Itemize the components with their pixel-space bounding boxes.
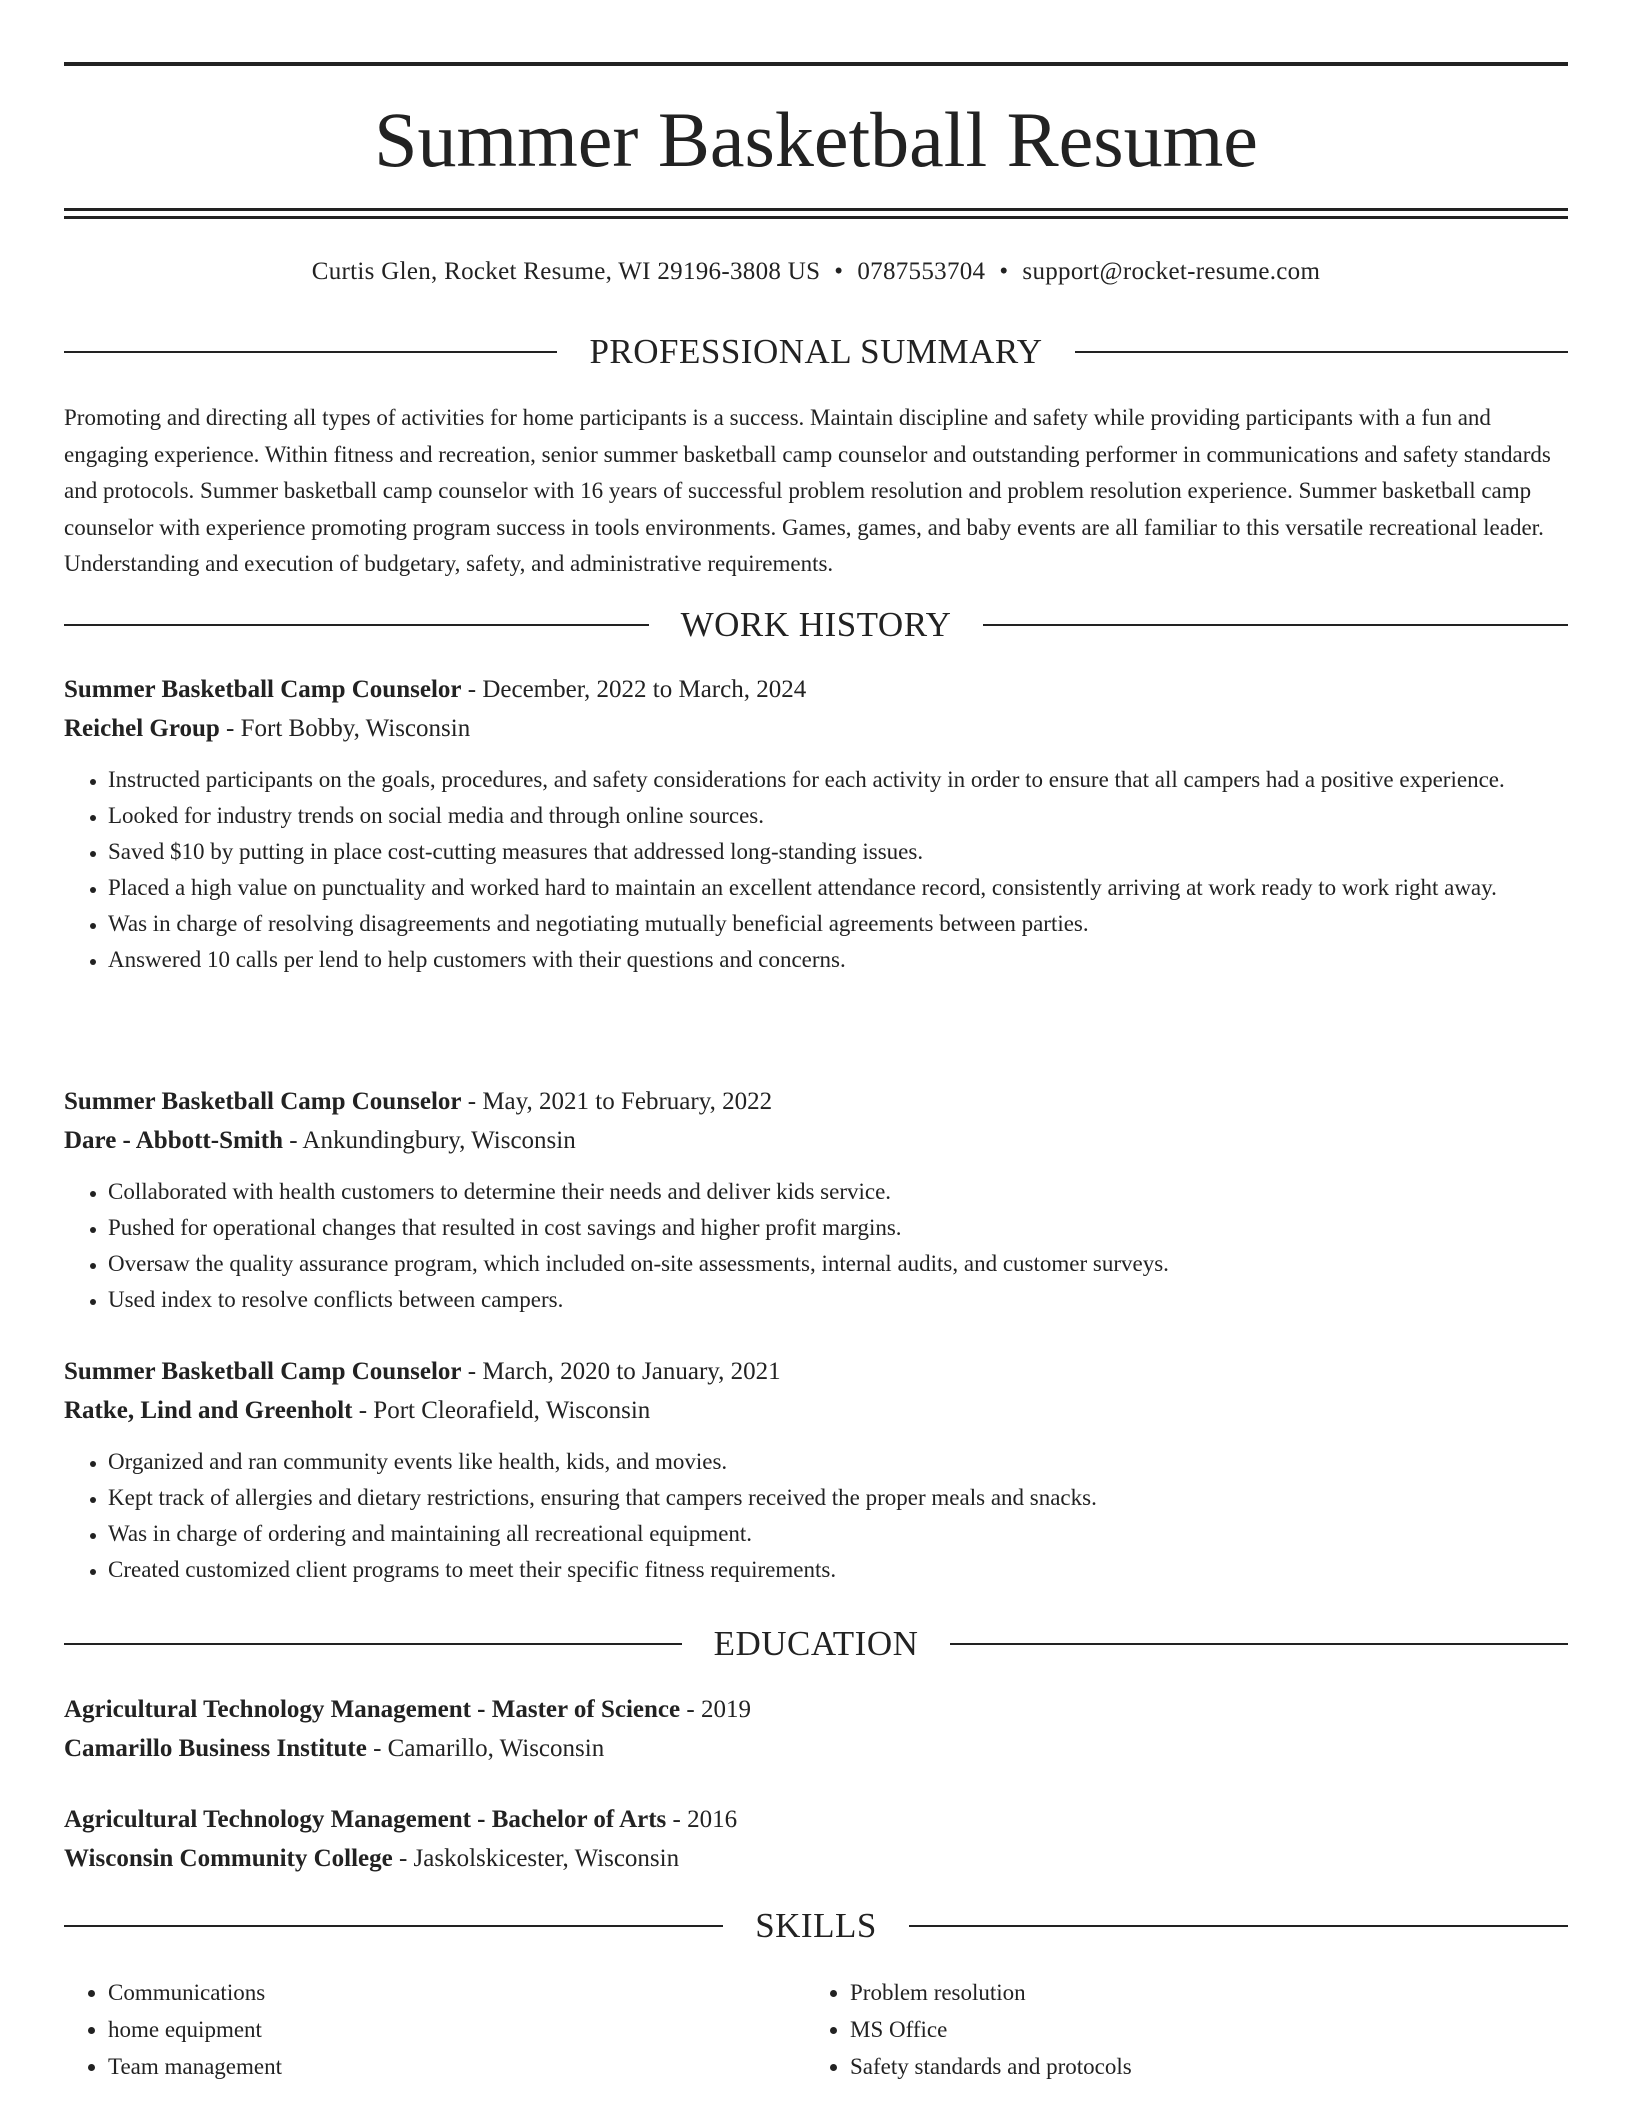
- list-item: • Answered 10 calls per lend to help customers with their questions and concerns.: [108, 942, 1568, 978]
- section-label: PROFESSIONAL SUMMARY: [589, 332, 1043, 371]
- skills-list: [806, 1974, 1506, 2085]
- resume-title: Summer Basketball Resume: [374, 96, 1258, 183]
- job-dates: - December, 2022 to March, 2024: [461, 676, 807, 703]
- list-item: • Organized and ran community events like health, kids, and movies.: [108, 1444, 1568, 1480]
- job-entry: [64, 670, 1568, 978]
- section-rule: [64, 351, 557, 353]
- education-entry: [64, 1690, 1568, 1768]
- job-dates: - March, 2020 to January, 2021: [461, 1358, 781, 1385]
- job-bullets: [64, 1444, 1568, 1588]
- section-rule: [64, 1643, 682, 1645]
- job-entry: [64, 1352, 1568, 1588]
- job-title: Summer Basketball Camp Counselor: [64, 1358, 462, 1385]
- education-school: Camarillo Business Institute: [64, 1735, 367, 1762]
- contact-address: Curtis Glen, Rocket Resume, WI 29196-3808 US: [311, 258, 821, 285]
- job-company: Reichel Group: [64, 715, 220, 742]
- contact-email: support@rocket-resume.com: [1022, 258, 1321, 285]
- education-year: - 2016: [666, 1806, 738, 1833]
- list-item: • home equipment: [108, 2011, 764, 2048]
- job-title-line: [64, 1082, 1568, 1121]
- list-item: • Instructed participants on the goals, procedures, and safety considerations for each activity in order to ensure that all campers had a positive experience.: [108, 762, 1568, 798]
- list-item: • Was in charge of resolving disagreements and negotiating mutually beneficial agreements between parties.: [108, 906, 1568, 942]
- job-location: - Port Cleorafield, Wisconsin: [352, 1397, 651, 1424]
- list-item: • MS Office: [850, 2011, 1506, 2048]
- job-bullets: [64, 762, 1568, 978]
- section-rule: [1075, 351, 1568, 353]
- education-entry: [64, 1800, 1568, 1878]
- contact-line: [64, 254, 1568, 290]
- job-company: Dare - Abbott-Smith: [64, 1127, 283, 1154]
- education-school-line: [64, 1729, 1568, 1768]
- list-item: • Oversaw the quality assurance program, which included on-site assessments, internal audits, and customer surveys.: [108, 1246, 1568, 1282]
- list-item: • Team management: [108, 2048, 764, 2085]
- section-heading-education: [64, 1622, 1568, 1666]
- education-school-line: [64, 1839, 1568, 1878]
- list-item: • Pushed for operational changes that resulted in cost savings and higher profit margins.: [108, 1210, 1568, 1246]
- education-degree-line: [64, 1690, 1568, 1729]
- education-location: - Camarillo, Wisconsin: [366, 1735, 605, 1762]
- job-company-line: [64, 709, 1568, 748]
- section-rule: [983, 624, 1568, 626]
- job-location: - Ankundingbury, Wisconsin: [282, 1127, 576, 1154]
- job-bullets: [64, 1174, 1568, 1318]
- list-item: • Collaborated with health customers to determine their needs and deliver kids service.: [108, 1174, 1568, 1210]
- job-title: Summer Basketball Camp Counselor: [64, 676, 462, 703]
- list-item: • Problem resolution: [850, 1974, 1506, 2011]
- education-degree: Agricultural Technology Management - Master of Science: [64, 1696, 681, 1723]
- list-item: • Created customized client programs to meet their specific fitness requirements.: [108, 1552, 1568, 1588]
- section-heading-work-history: [64, 603, 1568, 647]
- job-title-line: [64, 670, 1568, 709]
- job-location: - Fort Bobby, Wisconsin: [219, 715, 471, 742]
- job-entry: [64, 1082, 1568, 1318]
- education-degree-line: [64, 1800, 1568, 1839]
- job-company: Ratke, Lind and Greenholt: [64, 1397, 353, 1424]
- section-rule: [950, 1643, 1568, 1645]
- list-item: • Safety standards and protocols: [850, 2048, 1506, 2085]
- job-dates: - May, 2021 to February, 2022: [461, 1088, 773, 1115]
- section-label: SKILLS: [755, 1906, 877, 1945]
- list-item: • Communications: [108, 1974, 764, 2011]
- job-title: Summer Basketball Camp Counselor: [64, 1088, 462, 1115]
- skills-list: [64, 1974, 764, 2085]
- section-heading-summary: [64, 330, 1568, 374]
- job-title-line: [64, 1352, 1568, 1391]
- contact-separator: •: [999, 258, 1009, 285]
- education-school: Wisconsin Community College: [64, 1845, 393, 1872]
- list-item: • Was in charge of ordering and maintaining all recreational equipment.: [108, 1516, 1568, 1552]
- section-label: EDUCATION: [713, 1624, 919, 1663]
- contact-separator: •: [834, 258, 844, 285]
- list-item: • Looked for industry trends on social media and through online sources.: [108, 798, 1568, 834]
- education-location: - Jaskolskicester, Wisconsin: [392, 1845, 680, 1872]
- list-item: • Kept track of allergies and dietary restrictions, ensuring that campers received the proper meals and snacks.: [108, 1480, 1568, 1516]
- skills-column-left: [64, 1974, 764, 2085]
- job-company-line: [64, 1121, 1568, 1160]
- list-item: • Placed a high value on punctuality and worked hard to maintain an excellent attendance record, consistently arriving at work ready to work right away.: [108, 870, 1568, 906]
- header-double-rule: [64, 208, 1568, 219]
- education-year: - 2019: [680, 1696, 751, 1723]
- section-heading-skills: [64, 1904, 1568, 1948]
- section-label: WORK HISTORY: [680, 605, 952, 644]
- education-degree: Agricultural Technology Management - Bachelor of Arts: [64, 1806, 667, 1833]
- job-company-line: [64, 1391, 1568, 1430]
- section-rule: [64, 624, 649, 626]
- summary-paragraph: Promoting and directing all types of activities for home participants is a success. Maintain discipline and safety while providing participants with a fun and engaging experience. Within fitness and recreation, senior summer basketball camp counselor and outstanding performer in communications and safety standards and protocols. Summer basketball camp counselor with 16 years of successful problem resolution and problem resolution experience. Summer basketball camp counselor with experience promoting program success in tools environments. Games, games, and baby events are all familiar to this versatile recreational leader. Understanding and execution of budgetary, safety, and administrative requirements.: [64, 405, 1551, 576]
- contact-phone: 0787553704: [857, 258, 986, 285]
- section-rule: [909, 1925, 1568, 1927]
- header-top-rule: [64, 62, 1568, 66]
- list-item: • Saved $10 by putting in place cost-cutting measures that addressed long-standing issues.: [108, 834, 1568, 870]
- section-rule: [64, 1925, 723, 1927]
- skills-column-right: [806, 1974, 1506, 2085]
- list-item: • Used index to resolve conflicts between campers.: [108, 1282, 1568, 1318]
